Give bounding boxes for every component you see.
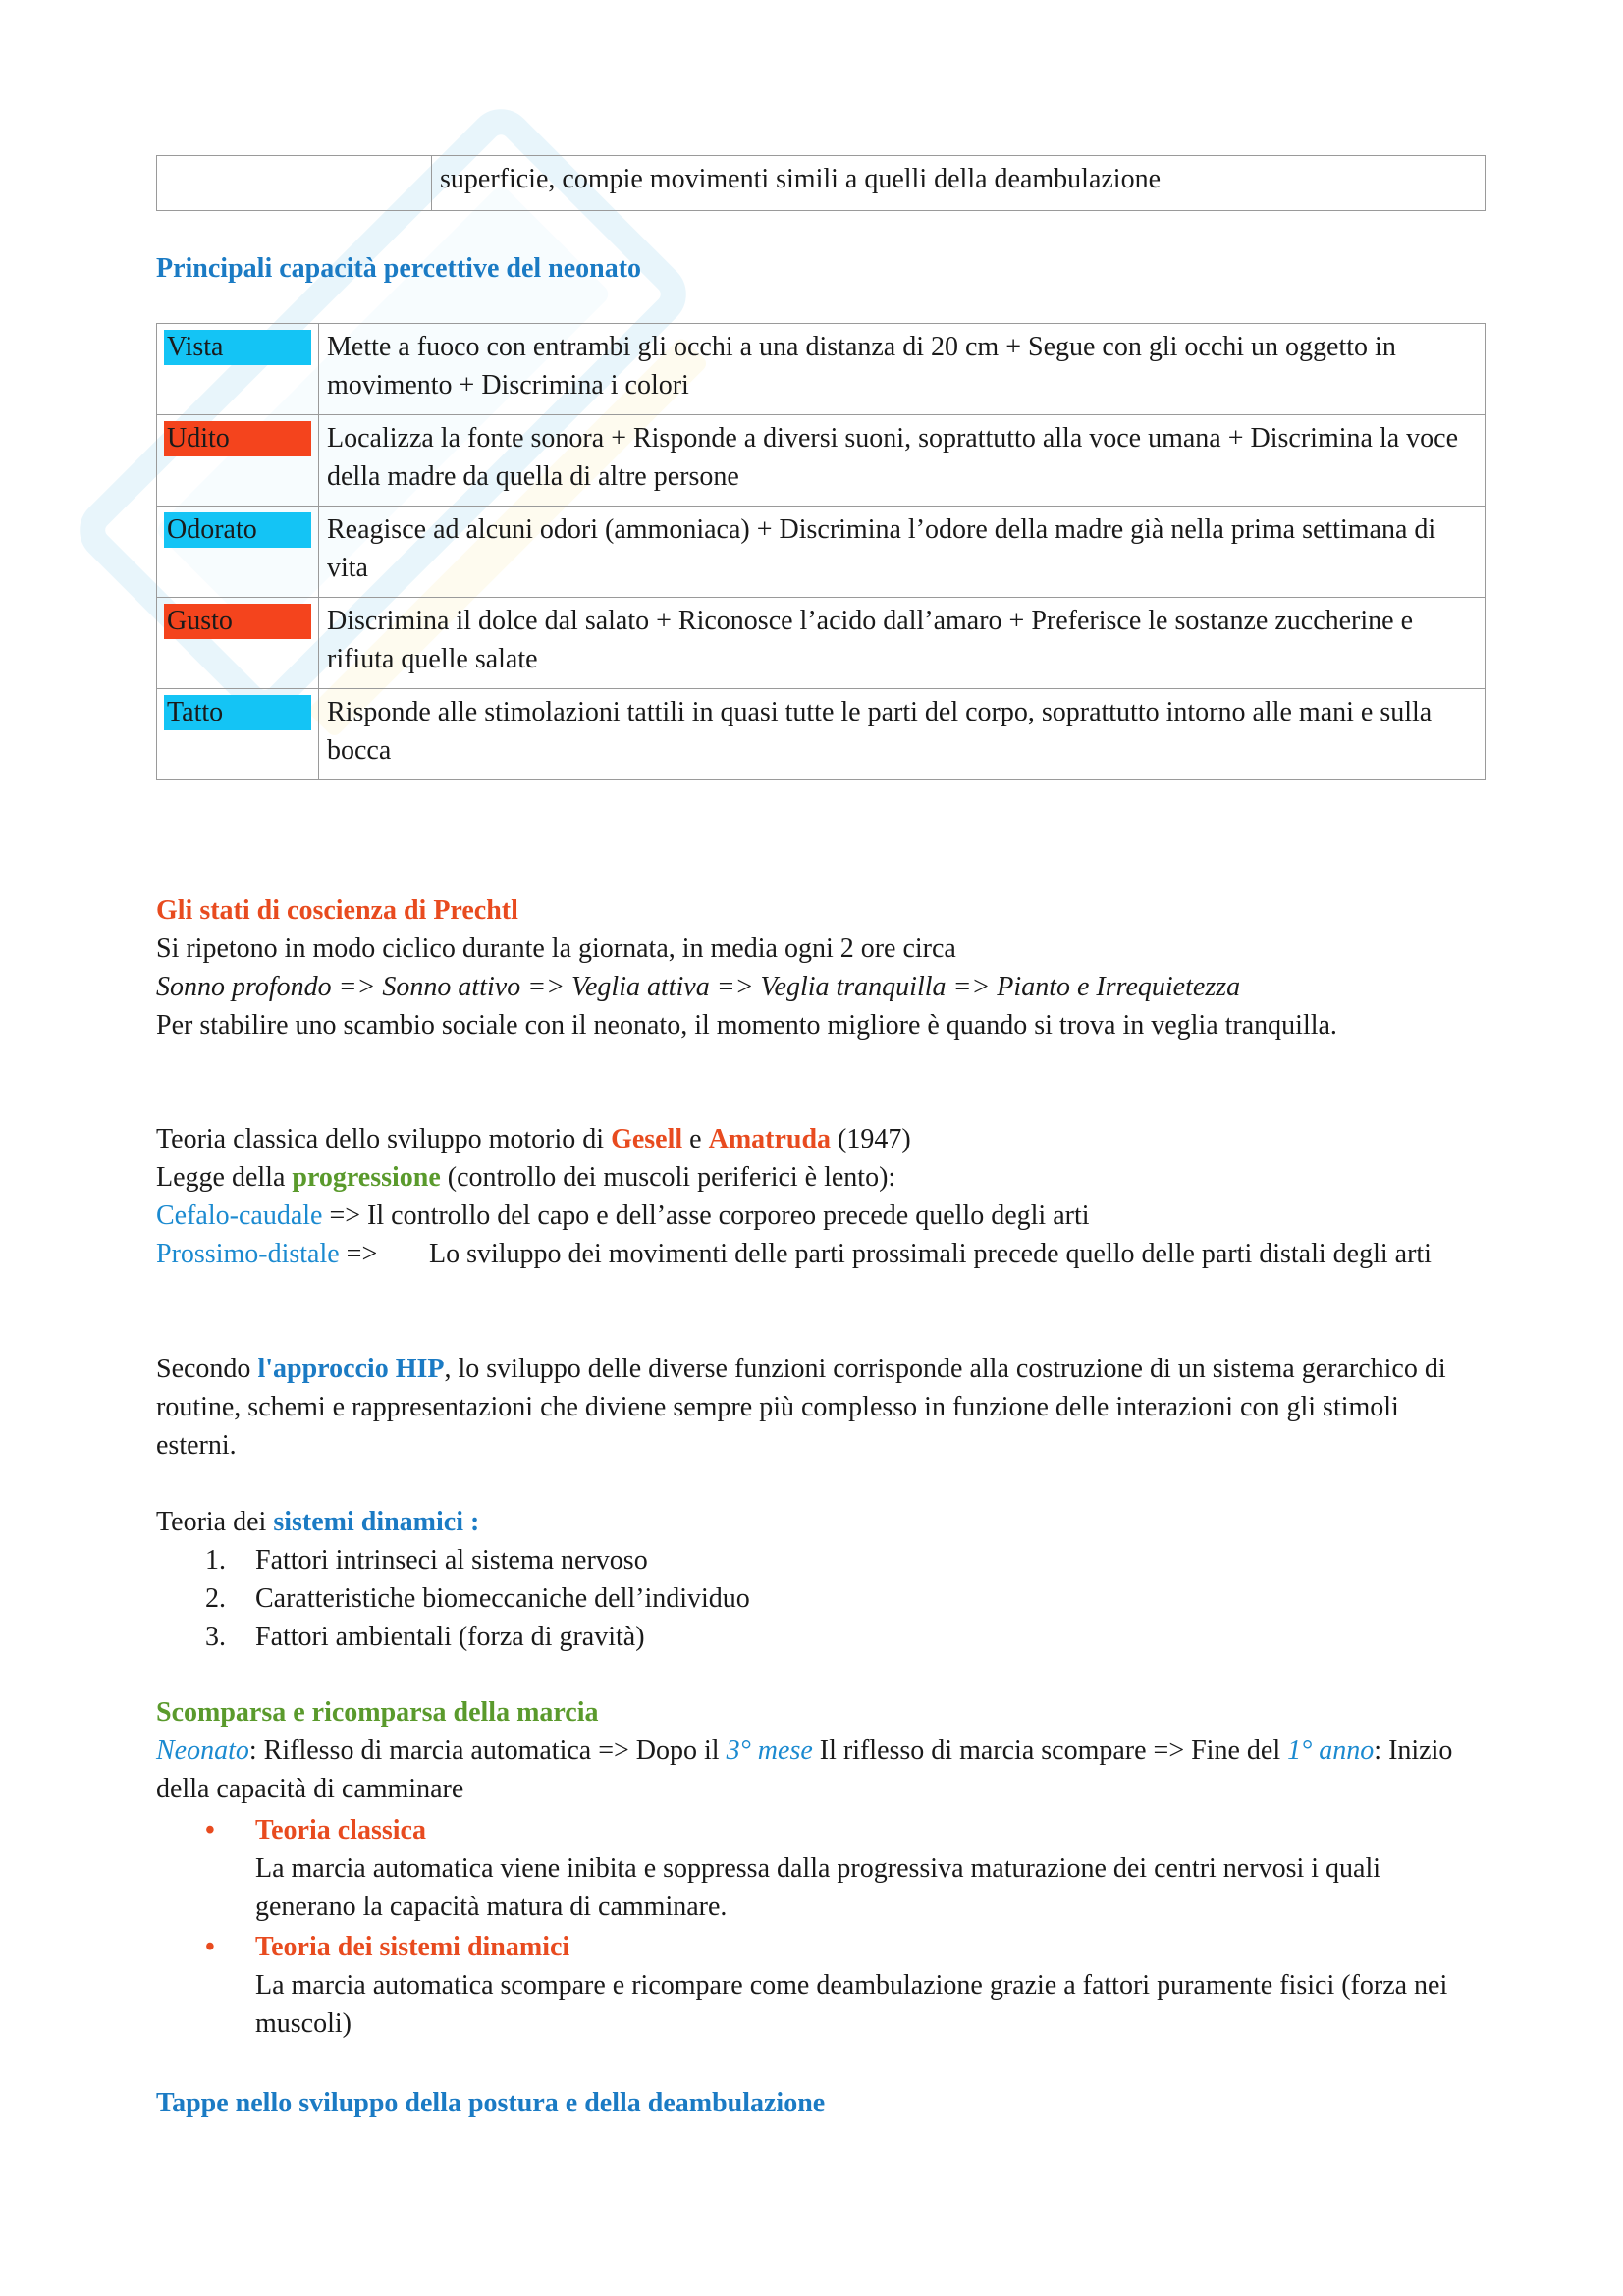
paragraph	[156, 1158, 1486, 1197]
bullet-icon: •	[205, 1932, 215, 1962]
text-span: Il riflesso di marcia scompare => Fine del	[812, 1735, 1288, 1766]
sense-label-udito: Udito	[164, 421, 311, 456]
paragraph	[156, 1732, 1486, 1808]
section-heading: Principali capacità percettive del neonato	[156, 253, 642, 284]
list-item	[156, 1928, 1486, 2043]
paragraph	[156, 1120, 1486, 1158]
table-row	[157, 324, 1486, 415]
dynamic-systems-section	[156, 1503, 1486, 1656]
sense-description: Mette a fuoco con entrambi gli occhi a una distanza di 20 cm + Segue con gli occhi un oggetto in movimento + Discrimina i colori	[319, 324, 1486, 415]
list-number: 1.	[205, 1545, 226, 1575]
theory-title: Teoria dei sistemi dinamici	[255, 1932, 570, 1962]
hip-paragraph	[156, 1350, 1486, 1465]
text-span: => Il controllo del capo e dell’asse corporeo precede quello degli arti	[322, 1201, 1090, 1231]
paragraph: Si ripetono in modo ciclico durante la giornata, in media ogni 2 ore circa	[156, 934, 956, 964]
section-heading: Tappe nello sviluppo della postura e della deambulazione	[156, 2088, 826, 2118]
text-span: : Inizio della capacità di camminare	[156, 1735, 1453, 1804]
cefalo-caudale-term: Cefalo-caudale	[156, 1201, 323, 1231]
list-item	[156, 1811, 1486, 1926]
senses-table	[156, 323, 1486, 780]
paragraph	[156, 1503, 1486, 1541]
theory-text: La marcia automatica scompare e ricompare come deambulazione grazie a fattori puramente fisici (forza nei muscoli)	[255, 1970, 1448, 2039]
text-span: =>	[339, 1239, 378, 1269]
list-text: Caratteristiche biomeccaniche dell’individuo	[255, 1583, 750, 1614]
list-number: 3.	[205, 1622, 226, 1652]
section-heading: Scomparsa e ricomparsa della marcia	[156, 1697, 599, 1728]
sense-label-tatto: Tatto	[164, 695, 311, 730]
prossimo-distale-term: Prossimo-distale	[156, 1239, 340, 1269]
amatruda-name: Amatruda	[708, 1124, 832, 1154]
sense-description: Reagisce ad alcuni odori (ammoniaca) + Discrimina l’odore della madre già nella prima settimana di vita	[319, 507, 1486, 598]
list-text: Fattori intrinseci al sistema nervoso	[255, 1545, 648, 1575]
sense-label-gusto: Gusto	[164, 604, 311, 639]
marcia-section	[156, 1693, 1486, 2043]
text-span: , lo sviluppo delle diverse funzioni corrisponde alla costruzione di un sistema gerarchico di routine, schemi e rappresentazioni che diviene sempre più complesso in funzione delle interazioni con gli stimoli esterni.	[156, 1354, 1446, 1461]
states-sequence: Sonno profondo => Sonno attivo => Veglia attiva => Veglia tranquilla => Pianto e Irrequietezza	[156, 972, 1241, 1002]
neonato-term: Neonato	[156, 1735, 249, 1766]
paragraph	[156, 1235, 1486, 1273]
gesell-section	[156, 1120, 1486, 1273]
text-span: Lo sviluppo dei movimenti delle parti prossimali precede quello delle parti distali degli arti	[429, 1239, 1432, 1269]
text-span: Secondo	[156, 1354, 258, 1384]
text-span: (1947)	[831, 1124, 911, 1154]
table-row	[157, 598, 1486, 689]
mese-term: 3° mese	[726, 1735, 813, 1766]
text-span: Teoria dei	[156, 1507, 274, 1537]
list-number: 2.	[205, 1583, 226, 1614]
bullet-icon: •	[205, 1815, 215, 1845]
text-span: Teoria classica dello sviluppo motorio di	[156, 1124, 612, 1154]
list-item	[156, 1618, 1486, 1656]
section-heading: Gli stati di coscienza di Prechtl	[156, 895, 518, 926]
table-row	[157, 415, 1486, 507]
text-span: (controllo dei muscoli periferici è lento):	[440, 1162, 896, 1193]
gesell-name: Gesell	[611, 1124, 683, 1154]
anno-term: 1° anno	[1287, 1735, 1375, 1766]
text-span: Legge della	[156, 1162, 293, 1193]
table-cell	[157, 156, 432, 211]
prechtl-section	[156, 891, 1486, 1044]
table-row	[157, 156, 1486, 211]
sistemi-dinamici-term: sistemi dinamici :	[273, 1507, 480, 1537]
continuation-table	[156, 155, 1486, 211]
theory-title: Teoria classica	[255, 1815, 426, 1845]
list-text: Fattori ambientali (forza di gravità)	[255, 1622, 645, 1652]
hip-term: l'approccio HIP	[257, 1354, 445, 1384]
text-span: : Riflesso di marcia automatica => Dopo il	[248, 1735, 727, 1766]
table-row	[157, 689, 1486, 780]
list-item	[156, 1541, 1486, 1579]
paragraph	[156, 1197, 1486, 1235]
table-cell: superficie, compie movimenti simili a quelli della deambulazione	[432, 156, 1486, 211]
theory-text: La marcia automatica viene inibita e soppressa dalla progressiva maturazione dei centri nervosi i quali generano la capacità matura di camminare.	[255, 1853, 1381, 1922]
sense-description: Risponde alle stimolazioni tattili in quasi tutte le parti del corpo, soprattutto intorno alle mani e sulla bocca	[319, 689, 1486, 780]
paragraph: Per stabilire uno scambio sociale con il neonato, il momento migliore è quando si trova in veglia tranquilla.	[156, 1010, 1337, 1041]
sense-label-vista: Vista	[164, 330, 311, 365]
progressione-term: progressione	[292, 1162, 441, 1193]
sense-label-odorato: Odorato	[164, 512, 311, 548]
text-span: e	[682, 1124, 709, 1154]
sense-description: Localizza la fonte sonora + Risponde a diversi suoni, soprattutto alla voce umana + Discrimina la voce della madre da quella di altre persone	[319, 415, 1486, 507]
table-row	[157, 507, 1486, 598]
list-item	[156, 1579, 1486, 1618]
sense-description: Discrimina il dolce dal salato + Riconosce l’acido dall’amaro + Preferisce le sostanze zuccherine e rifiuta quelle salate	[319, 598, 1486, 689]
